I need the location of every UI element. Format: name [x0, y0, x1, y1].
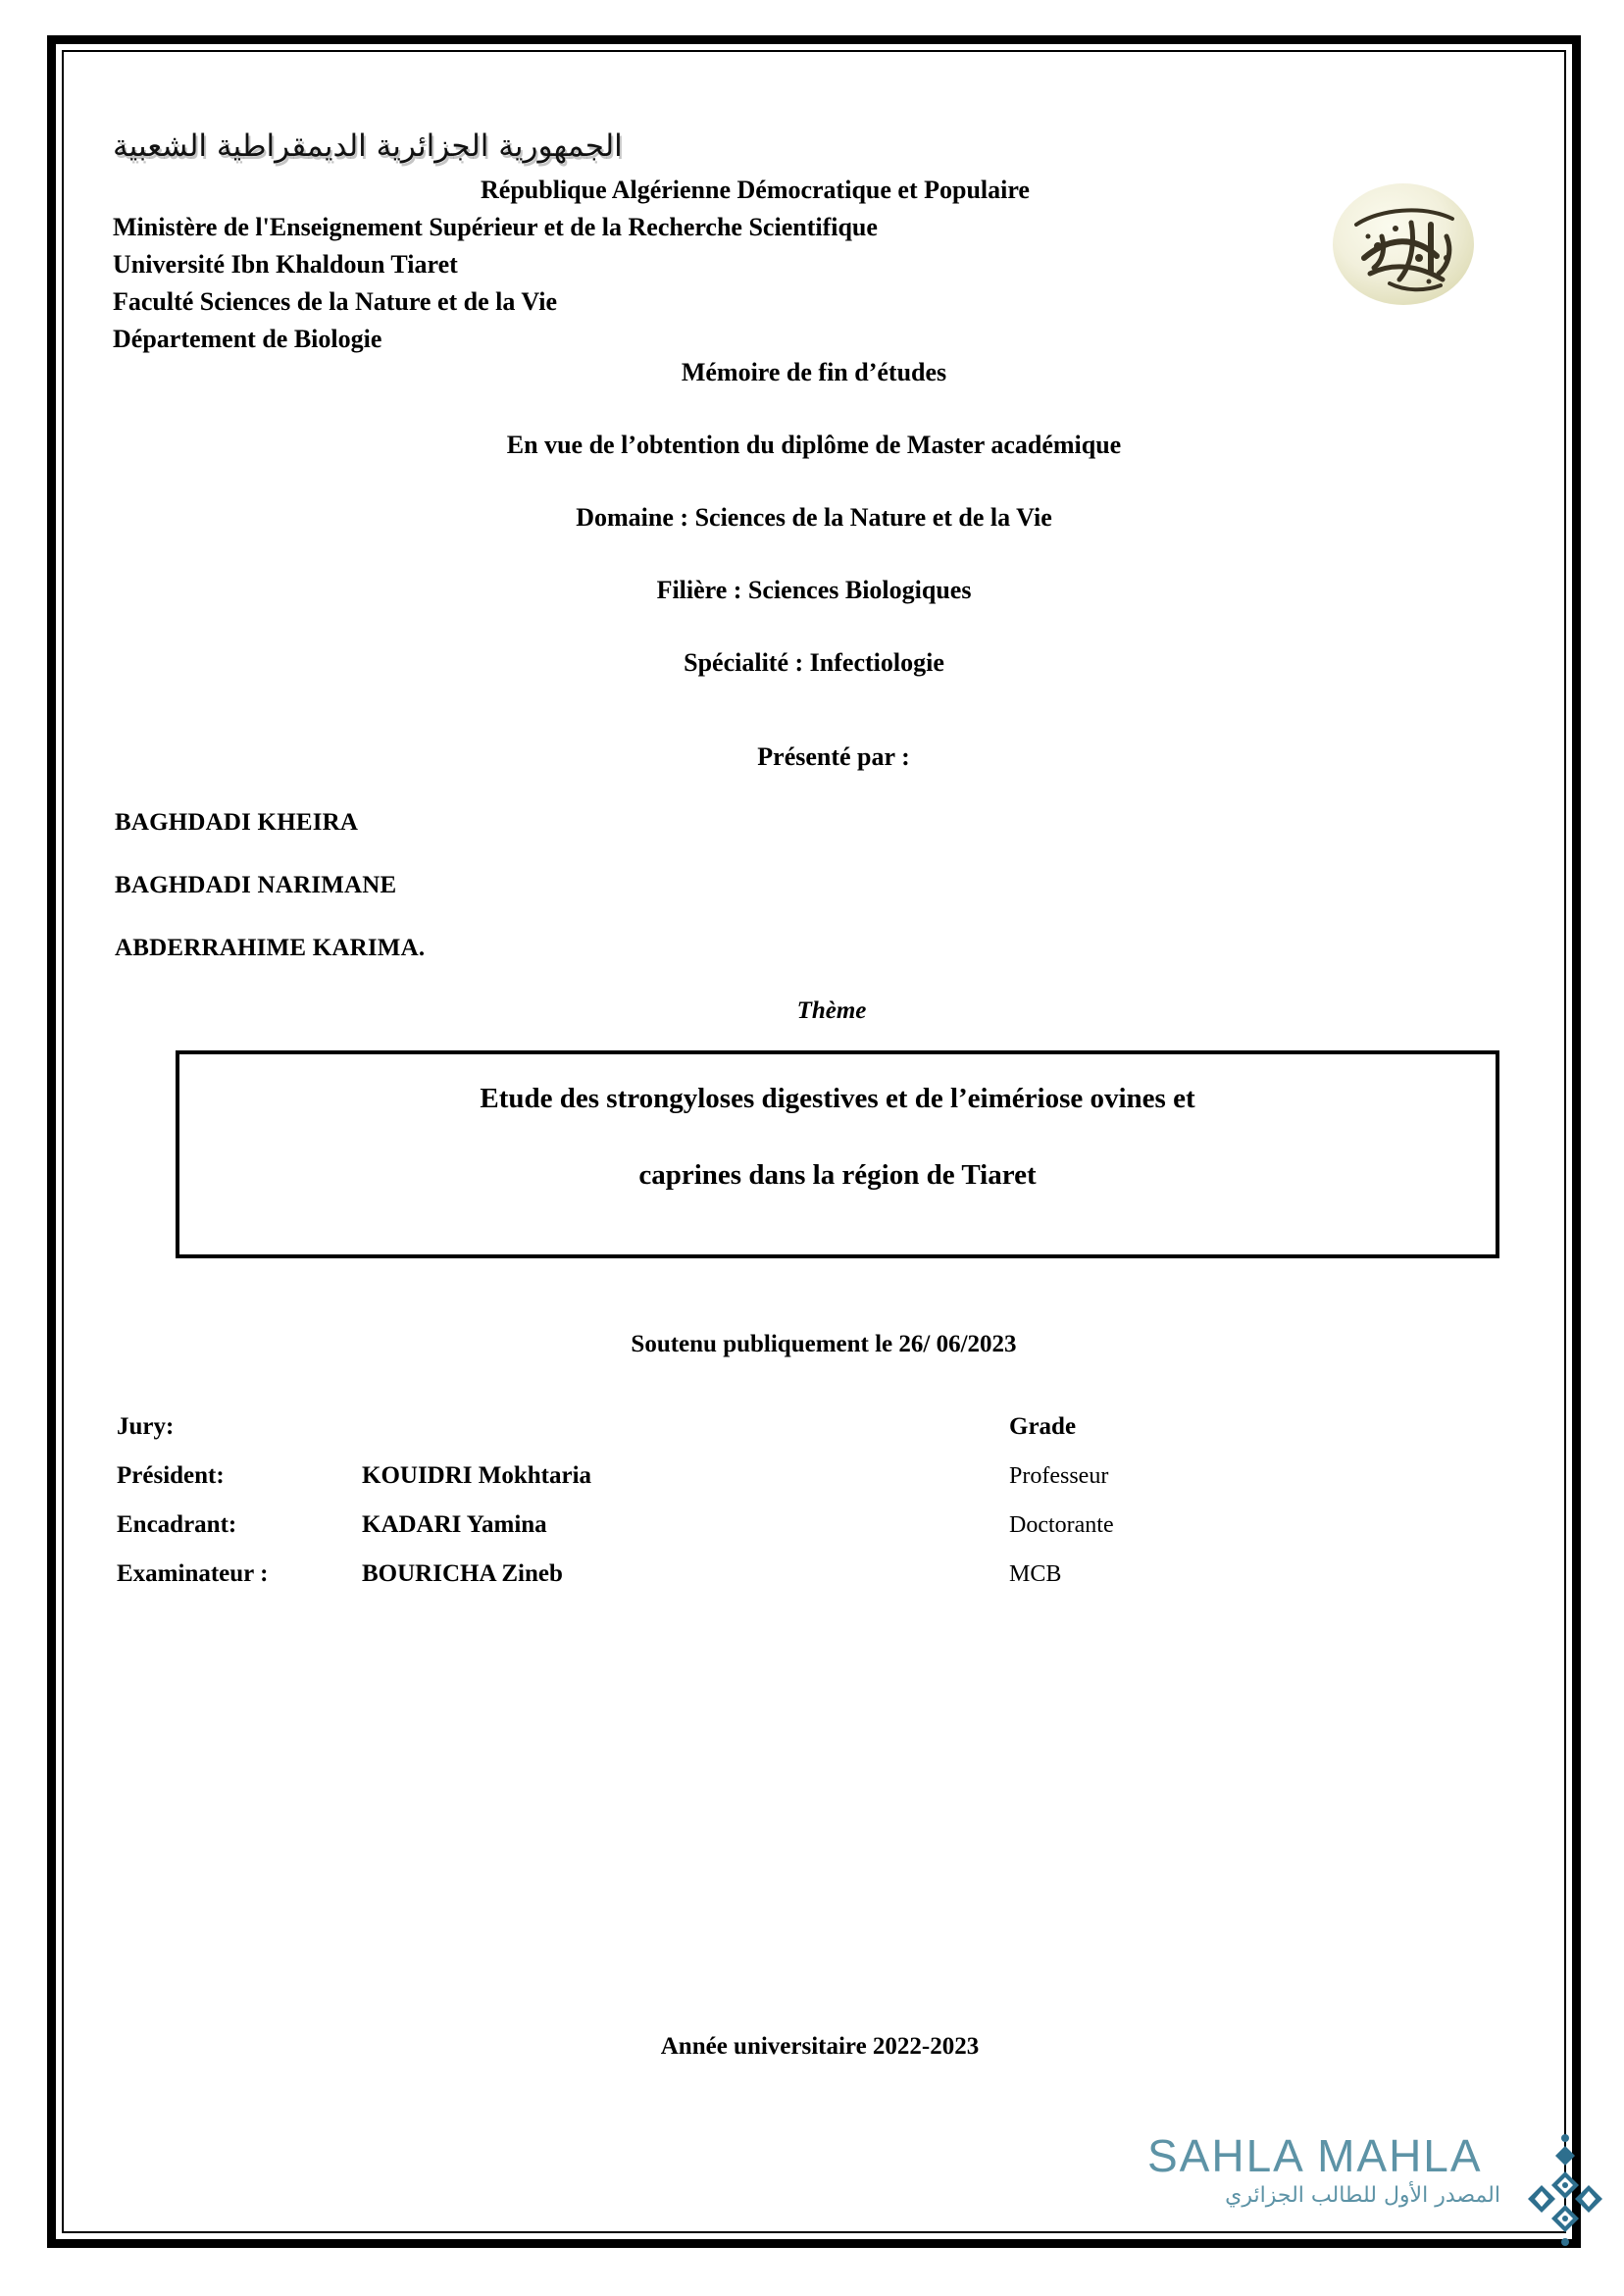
specialite-line: Spécialité : Infectiologie [684, 648, 944, 677]
academic-year: Année universitaire 2022-2023 [660, 2033, 980, 2060]
jury-grade: MCB [1009, 1561, 1062, 1587]
department-line: Département de Biologie [113, 325, 382, 353]
domaine-line: Domaine : Sciences de la Nature et de la Vie [576, 503, 1052, 532]
table-row [117, 1560, 1521, 1588]
purpose-line: En vue de l’obtention du diplôme de Master académique [506, 431, 1122, 459]
page-frame-outer [47, 35, 1581, 2248]
table-row [117, 1462, 1521, 1490]
sahla-mahla-logo-icon [1518, 2132, 1612, 2250]
jury-header-row [117, 1413, 1521, 1441]
university-seal-icon [1321, 164, 1486, 319]
theme-title-line-2: caprines dans la région de Tiaret [638, 1159, 1037, 1191]
sahla-mahla-watermark [1147, 2130, 1618, 2268]
republic-line: République Algérienne Démocratique et Populaire [481, 176, 1030, 204]
document-header [107, 77, 1521, 353]
author-name: ABDERRAHIME KARIMA. [115, 935, 426, 961]
page-frame-inner [62, 50, 1566, 2233]
jury-grade: Doctorante [1009, 1512, 1114, 1538]
theme-title-box [176, 1050, 1499, 1258]
defense-date: Soutenu publiquement le 26/ 06/2023 [631, 1331, 1017, 1357]
ministry-line: Ministère de l'Enseignement Supérieur et de la Recherche Scientifique [113, 213, 878, 241]
institution-lines [113, 172, 1250, 358]
filiere-line: Filière : Sciences Biologiques [656, 576, 972, 604]
memoire-line: Mémoire de fin d’études [681, 358, 947, 386]
jury-name: KADARI Yamina [362, 1511, 547, 1538]
watermark-brand: SAHLA MAHLA [1147, 2130, 1483, 2181]
university-line: Université Ibn Khaldoun Tiaret [113, 250, 458, 279]
jury-role: Président: [117, 1462, 225, 1489]
theme-title-line-1: Etude des strongyloses digestives et de l’eimériose ovines et [480, 1083, 1195, 1114]
faculty-line: Faculté Sciences de la Nature et de la Vie [113, 287, 557, 316]
jury-role: Examinateur : [117, 1560, 269, 1587]
jury-name: KOUIDRI Mokhtaria [362, 1462, 592, 1489]
watermark-tagline: المصدر الأول للطالب الجزائري [1225, 2183, 1500, 2208]
page-content [64, 52, 1564, 2231]
jury-role: Encadrant: [117, 1511, 237, 1538]
presented-by-label: Présenté par : [757, 742, 910, 771]
author-list [107, 809, 1521, 962]
jury-title: Jury: [117, 1413, 175, 1440]
theme-label: Thème [796, 997, 867, 1024]
arabic-republic-heading: الجمهورية الجزائرية الديمقراطية الشعبية [113, 128, 623, 164]
jury-table [107, 1413, 1521, 1588]
degree-block [107, 358, 1521, 678]
jury-name: BOURICHA Zineb [362, 1560, 563, 1587]
table-row [117, 1511, 1521, 1539]
grade-header: Grade [1009, 1413, 1077, 1440]
jury-grade: Professeur [1009, 1463, 1109, 1489]
author-name: BAGHDADI KHEIRA [115, 809, 359, 836]
presented-by-block [107, 742, 1521, 772]
author-name: BAGHDADI NARIMANE [115, 872, 397, 898]
